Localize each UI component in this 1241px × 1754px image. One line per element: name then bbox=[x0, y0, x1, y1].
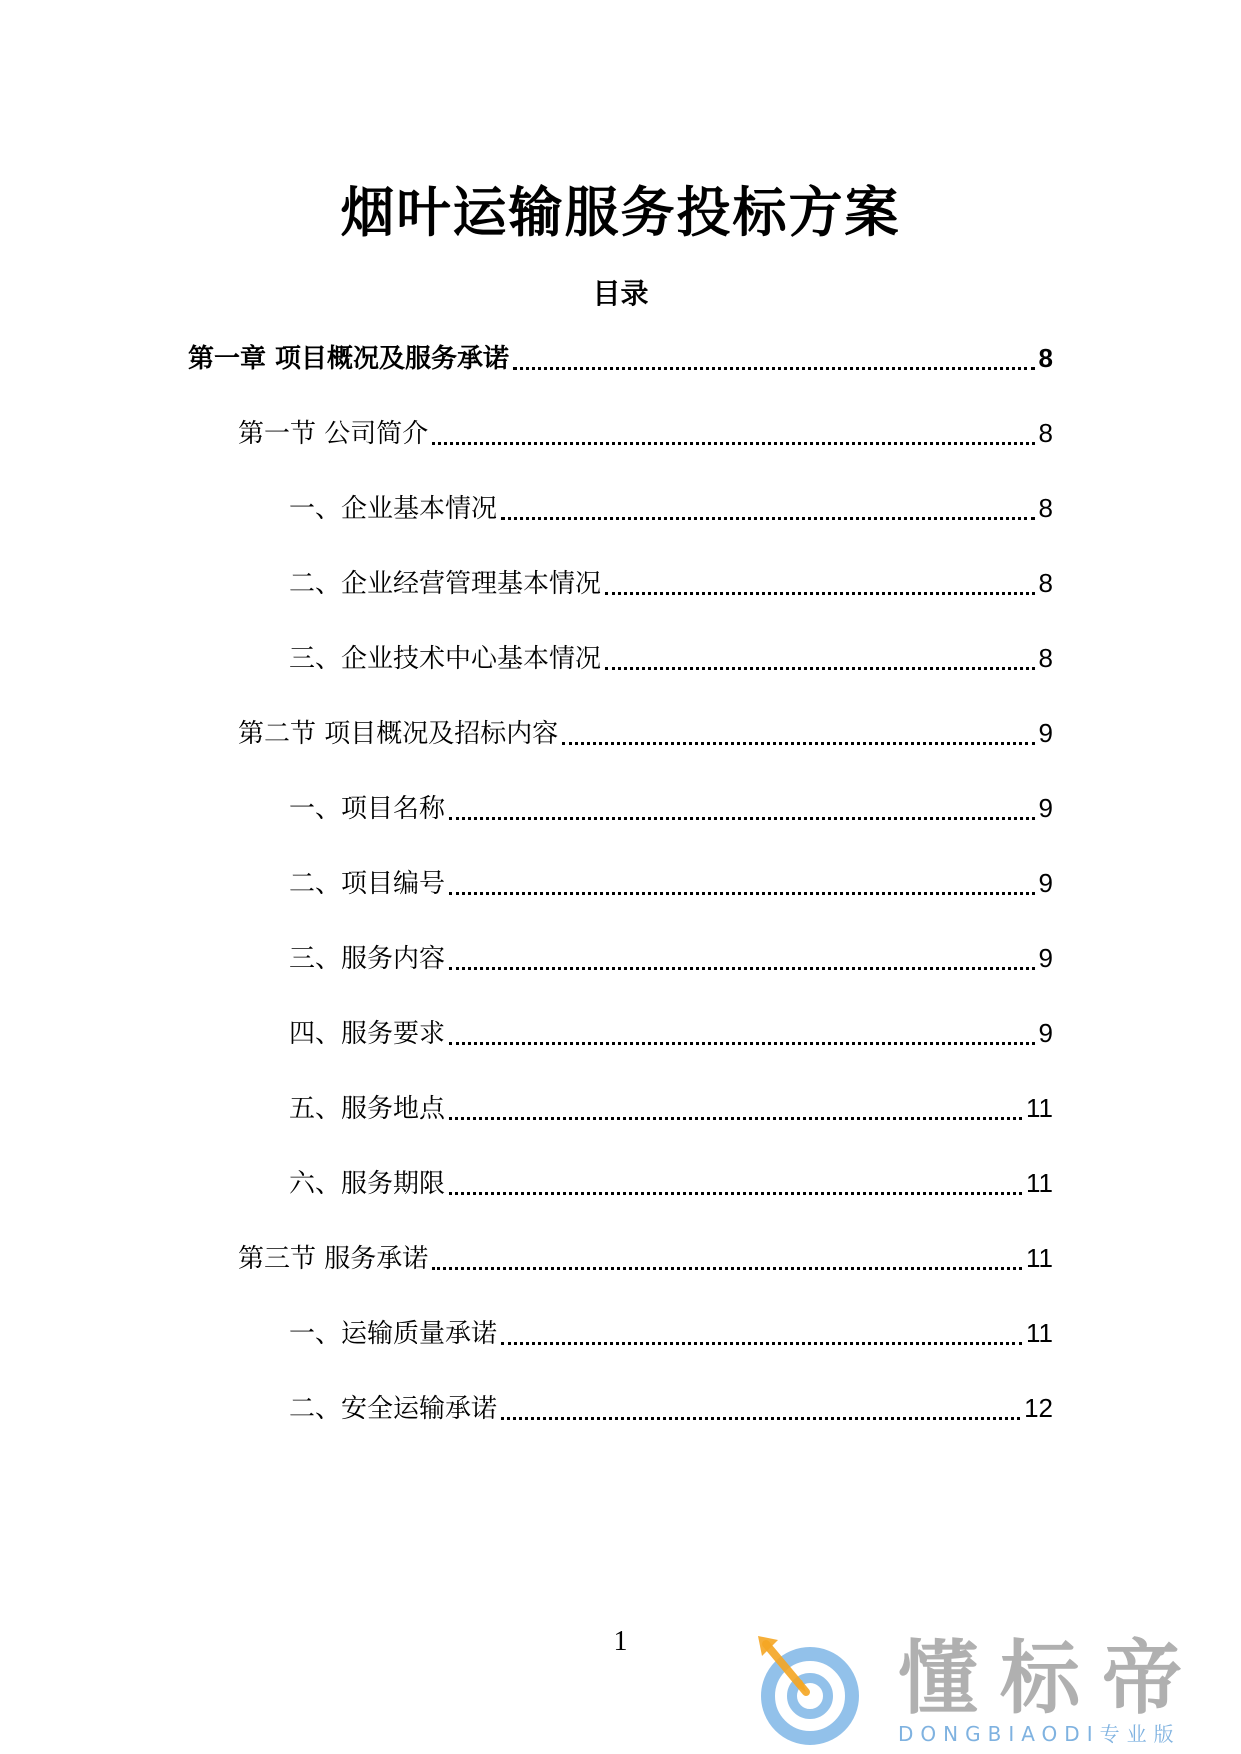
toc-dot-leader bbox=[449, 1192, 1022, 1195]
toc-dot-leader bbox=[449, 1042, 1035, 1045]
toc-entry-item[interactable] bbox=[289, 788, 1053, 828]
watermark bbox=[748, 1632, 1218, 1750]
toc-entry-item[interactable] bbox=[289, 1088, 1053, 1128]
toc-entry-text: 三、服务内容 bbox=[289, 944, 446, 974]
toc-entry-text: 一、项目名称 bbox=[289, 794, 446, 824]
page-number: 1 bbox=[613, 1626, 628, 1657]
toc-entry-page: 8 bbox=[1038, 643, 1053, 673]
toc-entry-text: 第一章 项目概况及服务承诺 bbox=[188, 344, 510, 374]
toc-entry-page: 9 bbox=[1038, 718, 1053, 748]
toc-entry-page: 8 bbox=[1038, 568, 1053, 598]
toc-entry-text: 第三节 服务承诺 bbox=[238, 1244, 429, 1274]
toc-entry-page: 12 bbox=[1024, 1393, 1053, 1423]
toc-dot-leader bbox=[562, 742, 1034, 745]
toc-dot-leader bbox=[513, 367, 1034, 370]
toc-entry-text: 第一节 公司简介 bbox=[238, 419, 429, 449]
toc-entry-page: 8 bbox=[1038, 343, 1053, 373]
toc-entry-item[interactable] bbox=[289, 1163, 1053, 1203]
toc-entry-text: 六、服务期限 bbox=[289, 1169, 446, 1199]
toc-entry-item[interactable] bbox=[289, 488, 1053, 528]
toc-entry-item[interactable] bbox=[289, 863, 1053, 903]
toc-dot-leader bbox=[432, 1267, 1022, 1270]
toc-entry-item[interactable] bbox=[289, 563, 1053, 603]
toc-entry-page: 9 bbox=[1038, 943, 1053, 973]
toc-entry-page: 11 bbox=[1026, 1093, 1053, 1123]
toc-entry-page: 8 bbox=[1038, 418, 1053, 448]
toc-entry-page: 8 bbox=[1038, 493, 1053, 523]
toc-entry-item[interactable] bbox=[289, 1013, 1053, 1053]
toc-dot-leader bbox=[605, 592, 1035, 595]
toc-dot-leader bbox=[501, 517, 1035, 520]
toc-entry-section-1-1[interactable] bbox=[238, 413, 1053, 453]
toc-entry-text: 二、项目编号 bbox=[289, 869, 446, 899]
toc-dot-leader bbox=[449, 967, 1035, 970]
toc-heading: 目录 bbox=[592, 277, 649, 310]
toc-dot-leader bbox=[449, 892, 1035, 895]
toc-entry-text: 一、运输质量承诺 bbox=[289, 1319, 498, 1349]
toc-entry-text: 二、企业经营管理基本情况 bbox=[289, 569, 602, 599]
toc-entry-section-1-3[interactable] bbox=[238, 1238, 1053, 1278]
toc-dot-leader bbox=[501, 1417, 1020, 1420]
toc-entry-item[interactable] bbox=[289, 1388, 1053, 1428]
toc-entry-text: 三、企业技术中心基本情况 bbox=[289, 644, 602, 674]
toc-entry-item[interactable] bbox=[289, 938, 1053, 978]
toc-entry-chapter-1[interactable] bbox=[188, 338, 1053, 378]
toc-entry-section-1-2[interactable] bbox=[238, 713, 1053, 753]
document-title: 烟叶运输服务投标方案 bbox=[340, 181, 901, 244]
toc-entry-page: 9 bbox=[1038, 793, 1053, 823]
toc-entry-page: 9 bbox=[1038, 1018, 1053, 1048]
watermark-brand: 懂标帝 bbox=[898, 1632, 1204, 1725]
toc-dot-leader bbox=[501, 1342, 1022, 1345]
toc-dot-leader bbox=[605, 667, 1035, 670]
toc-entry-page: 11 bbox=[1026, 1318, 1053, 1348]
toc-entry-page: 11 bbox=[1026, 1243, 1053, 1273]
watermark-subtitle: DONGBIAODI专业版 bbox=[898, 1722, 1181, 1746]
toc-entry-text: 四、服务要求 bbox=[289, 1019, 446, 1049]
toc-entry-text: 二、安全运输承诺 bbox=[289, 1394, 498, 1424]
toc-dot-leader bbox=[449, 1117, 1022, 1120]
toc-dot-leader bbox=[432, 442, 1034, 445]
target-logo-icon bbox=[748, 1632, 868, 1750]
toc-entry-item[interactable] bbox=[289, 1313, 1053, 1353]
toc-dot-leader bbox=[449, 817, 1035, 820]
toc-entry-item[interactable] bbox=[289, 638, 1053, 678]
toc-entry-page: 9 bbox=[1038, 868, 1053, 898]
toc-entry-text: 第二节 项目概况及招标内容 bbox=[238, 719, 559, 749]
toc-entry-page: 11 bbox=[1026, 1168, 1053, 1198]
toc-entry-text: 一、企业基本情况 bbox=[289, 494, 498, 524]
toc-entry-text: 五、服务地点 bbox=[289, 1094, 446, 1124]
